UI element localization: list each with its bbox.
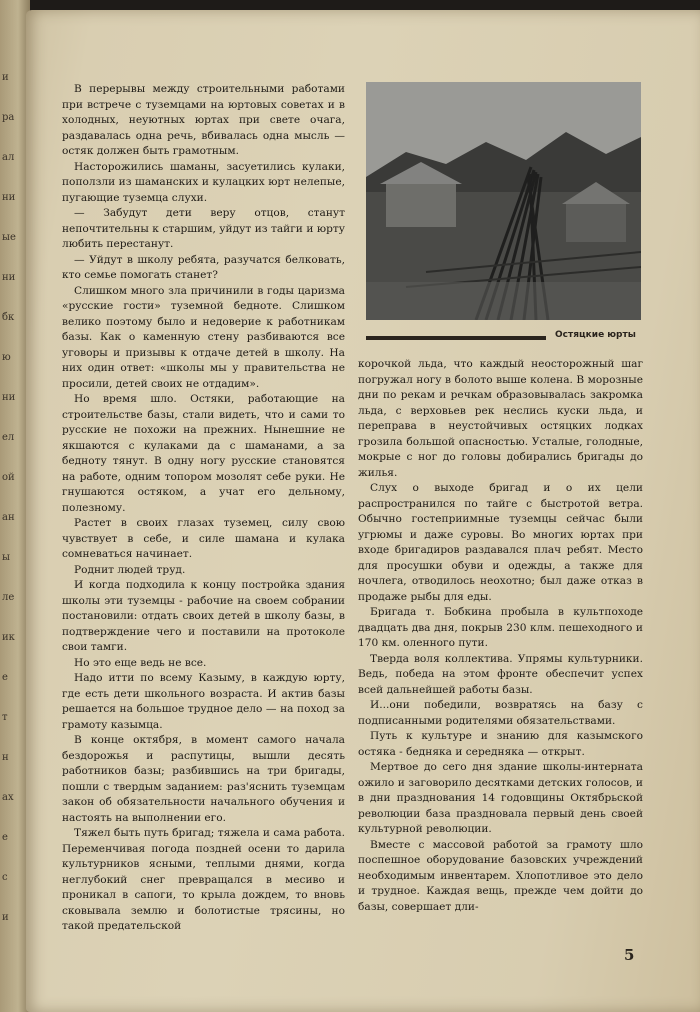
paragraph: Надо итти по всему Казыму, в каждую юрту, где есть дети школьного возраста. И актив базы решается на большое трудное дело — на поход за грамоту казымца. — [62, 672, 345, 731]
paragraph: Мертвое до сего дня здание школы-интерната ожило и заговорило десятками детских голосов, и в дни празднования 14 годовщины Октябрьской революции база праздновала первый день своей культурной революции. — [358, 761, 643, 835]
prev-page-fragment: е — [2, 672, 8, 683]
prev-page-fragment: ал — [2, 152, 15, 163]
prev-page-fragment: бк — [2, 312, 15, 323]
prev-page-fragment: ни — [2, 392, 16, 403]
paragraph: корочкой льда, что каждый неосторожный шаг погружал ногу в болото выше колена. В морозные дни по рекам и речкам образовывалась закромка льда, с верховьев рек неслись куски льда, и переправа в неустойчивых остяцких лодках грозила большой опасностью. Усталые, голодные, мокрые с ног до головы добирались бригады до жилья. — [358, 358, 643, 479]
prev-page-fragment: ах — [2, 792, 14, 803]
paragraph: Насторожились шаманы, засуетились кулаки, поползли из шаманских и кулацких юрт нелепые, пугающие туземца слухи. — [62, 160, 345, 204]
paragraph: Путь к культуре и знанию для казымского остяка - бедняка и середняка — открыт. — [358, 730, 643, 758]
paragraph: — Забудут дети веру отцов, станут непочтительны к старшим, уйдут из тайги и юрту любить перестанут. — [62, 207, 345, 250]
prev-page-fragment: и — [2, 912, 9, 923]
prev-page-fragment: с — [2, 872, 8, 883]
paragraph: Слишком много зла причинили в годы царизма «русские гости» туземной бедноте. Слишком велико поэтому было и недоверие к работникам базы. Как о каменную стену разбиваются все уговоры и призывы к отдаче детей в школу. На них один ответ: «школы мы у правительства не просили, детей своих не отдадим». — [62, 284, 345, 390]
prev-page-fragment: т — [2, 712, 8, 723]
prev-page-fragment: ик — [2, 632, 15, 643]
paragraph: Слух о выходе бригад и о их цели распространился по тайге с быстротой ветра. Обычно гостеприимные туземцы сейчас были угрюмы и даже суровы. Во многих юртах при входе бригадиров раздавался плач ребят. Место для просушки обуви и одежды, а также для ночлега, отводилось неохотно; был даже отказ в продаже рыбы для еды. — [358, 482, 643, 603]
prev-page-fragment: н — [2, 752, 9, 763]
prev-page-fragment: ле — [2, 592, 15, 603]
prev-page-fragment: е — [2, 832, 8, 843]
paragraph: Тяжел быть путь бригад; тяжела и сама работа. Переменчивая погода поздней осени то дарила культурников ясными, теплыми днями, когда неглубокий снег превращался в месиво и проникал в сапоги, то крыла дождем, то вновь сковывала землю и болотистые трясины, но такой предательской — [62, 827, 345, 932]
page-number: 5 — [624, 946, 635, 964]
paragraph: Но это еще ведь не все. — [74, 656, 207, 669]
paragraph: — Уйдут в школу ребята, разучатся белковать, кто семье помогать станет? — [62, 253, 345, 281]
paragraph: Но время шло. Остяки, работающие на строительстве базы, стали видеть, что и сами то русские не похожи на прежних. Нынешние не якшаются с кулаками да с шаманами, а за бедноту тянут. В одну ногу русские становятся на работе, одним топором мозолят себе руки. Не гнушаются остяком, а учат его дельному, полезному. — [62, 393, 345, 514]
left-text-column — [62, 82, 345, 932]
prev-page-fragment: ан — [2, 512, 15, 523]
paragraph: Вместе с массовой работой за грамоту шло поспешное оборудование базовских учреждений необходимым инвентарем. Хлопотливое это дело и трудное. Каждая вещь, прежде чем дойти до базы, совершает дли- — [358, 838, 643, 913]
paragraph: И когда подходила к концу постройка здания школы эти туземцы - рабочие на своем собрании постановили: отдать своих детей в школу базы, в подтверждение чего и поставили на протоколе свои тамги. — [62, 579, 345, 653]
prev-page-fragment: ни — [2, 192, 16, 203]
prev-page-fragment: и — [2, 72, 9, 83]
paragraph: Роднит людей труд. — [74, 563, 186, 576]
caption-rule — [366, 336, 546, 340]
photo-illustration — [366, 82, 641, 320]
paragraph: В перерывы между строительными работами при встрече с туземцами на юртовых советах и в холодных, неуютных юртах при свете очага, раздавалась одна речь, вбивалась одна мысль — остяк должен быть грамотным. — [62, 83, 345, 157]
paragraph: Растет в своих глазах туземец, силу свою чувствует в себе, и силе шамана и кулака сомневаться начинает. — [62, 517, 345, 560]
paragraph: И...они победили, возвратясь на базу с подписанными родителями обязательствами. — [358, 699, 643, 727]
prev-page-fragment: ы — [2, 552, 10, 563]
prev-page-fragment: ые — [2, 232, 16, 243]
paragraph: В конце октября, в момент самого начала бездорожья и распутицы, вышли десять работников базы; разбившись на три бригады, пошли с твердым заданием: раз'яснить туземцам закон об обязательности начального обучения и настоять на выполнении его. — [62, 734, 345, 824]
prev-page-fragment: ю — [2, 352, 11, 363]
prev-page-fragment: ра — [2, 112, 15, 123]
paragraph: Тверда воля коллектива. Упрямы культурники. Ведь, победа на этом фронте обеспечит успех всей дальнейшей работы базы. — [358, 652, 643, 696]
photo-caption: Остяцкие юрты — [555, 330, 636, 340]
photo-ostyak-yurts — [366, 82, 641, 320]
prev-page-fragment: ел — [2, 432, 15, 443]
right-text-column — [358, 357, 643, 935]
paragraph: Бригада т. Бобкина пробыла в культпоходе двадцать два дня, покрыв 230 клм. пешеходного и 170 км. оленного пути. — [358, 606, 643, 649]
prev-page-fragment: ни — [2, 272, 16, 283]
prev-page-fragment: ой — [2, 472, 15, 483]
